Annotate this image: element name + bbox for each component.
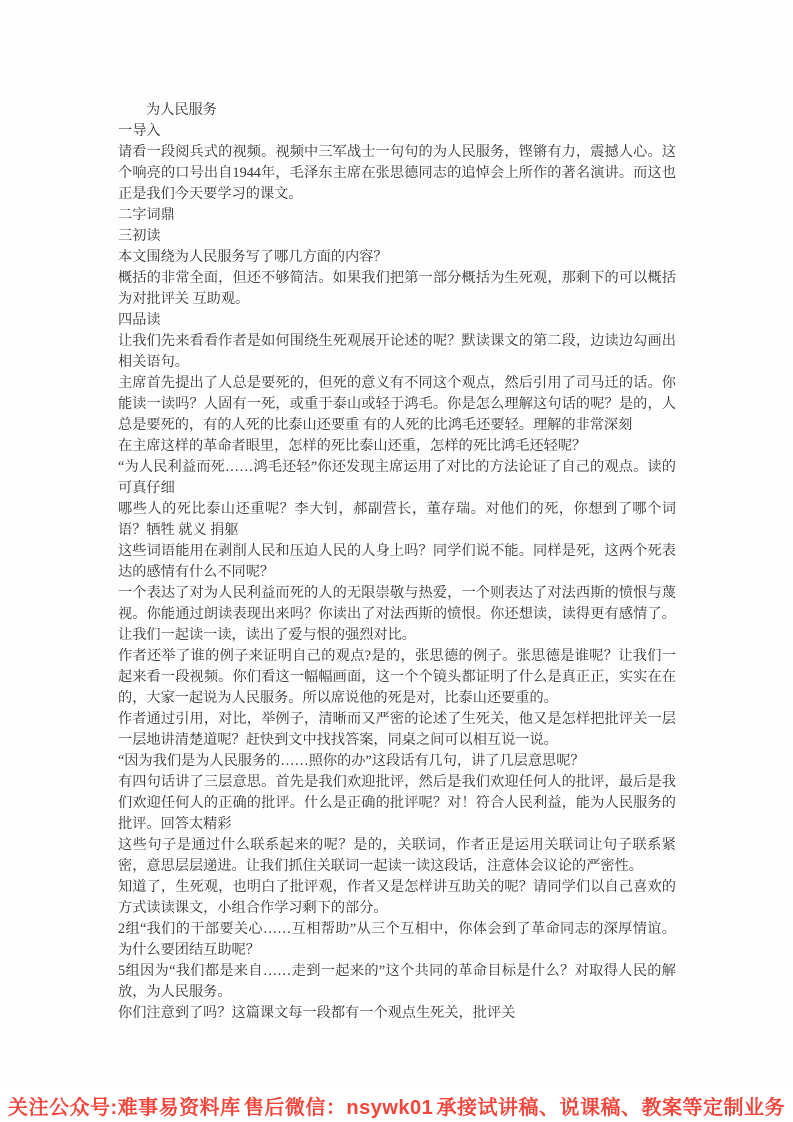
paragraph: 请看一段阅兵式的视频。视频中三军战士一句句的为人民服务，铿锵有力，震撼人心。这个响亮的口号出自1944年，毛泽东主席在张思德同志的追悼会上所作的著名演讲。而这也正是我们今天要学习的课文。 bbox=[118, 144, 676, 202]
paragraph: 这些词语能用在剥削人民和压迫人民的人身上吗？同学们说不能。同样是死，这两个死表达的感情有什么不同呢？ bbox=[118, 543, 676, 580]
paragraph: 作者还举了谁的例子来证明自己的观点?是的，张思德的例子。张思德是谁呢？让我们一起来看一段视频。你们看这一幅幅画面，这一个个镜头都证明了什么是真正正，实实在在的，大家一起说为人民服务。所以席说他的死是对，比泰山还要重的。 bbox=[118, 648, 676, 706]
paragraph: 概括的非常全面，但还不够简洁。如果我们把第一部分概括为生死观，那剩下的可以概括为对批评关 互助观。 bbox=[118, 270, 676, 307]
paragraph: 本文围绕为人民服务写了哪几方面的内容？ bbox=[118, 249, 388, 265]
paragraph: 5组因为“我们都是来自……走到一起来的”这个共同的革命目标是什么？对取得人民的解放，为人民服务。 bbox=[118, 963, 676, 1000]
paragraph: 主席首先提出了人总是要死的，但死的意义有不同这个观点，然后引用了司马迁的话。你能读一读吗？人固有一死，或重于泰山或轻于鸿毛。你是怎么理解这句话的呢？是的，人总是要死的，有的人死的比泰山还要重 有的人死的比鸿毛还要轻。理解的非常深刻 bbox=[118, 375, 676, 433]
paragraph: 哪些人的死比泰山还重呢？李大钊，郝副营长，董存瑞。对他们的死，你想到了哪个词语？牺牲 就义 捐躯 bbox=[118, 501, 676, 538]
paragraph: “因为我们是为人民服务的……照你的办”这段话有几句，讲了几层意思呢？ bbox=[118, 753, 585, 769]
banner-wechat-contact: 售后微信：nsywk01 bbox=[243, 1096, 434, 1119]
document-title: 为人民服务 bbox=[146, 102, 217, 118]
banner-public-account: 关注公众号:难事易资料库 bbox=[8, 1096, 241, 1119]
document-body bbox=[118, 100, 676, 1024]
paragraph: 在主席这样的革命者眼里，怎样的死比泰山还重，怎样的死比鸿毛还轻呢？ bbox=[118, 438, 587, 454]
paragraph: 知道了，生死观，也明白了批评观，作者又是怎样讲互助关的呢？请同学们以自己喜欢的方式读读课文，小组合作学习剩下的部分。 bbox=[118, 879, 676, 916]
paragraph: 让我们先来看看作者是如何围绕生死观展开论述的呢？默读课文的第二段，边读边勾画出相关语句。 bbox=[118, 333, 676, 370]
paragraph: “为人民利益而死……鸿毛还轻”你还发现主席运用了对比的方法论证了自己的观点。读的可真仔细 bbox=[118, 459, 676, 496]
paragraph: 作者通过引用，对比，举例子，清晰而又严密的论述了生死关，他又是怎样把批评关一层一层地讲清楚道呢？赶快到文中找找答案，同桌之间可以相互说一说。 bbox=[118, 711, 676, 748]
promo-banner bbox=[0, 1088, 793, 1122]
paragraph: 2组“我们的干部要关心……互相帮助”从三个互相中，你体会到了革命同志的深厚情谊。为什么要团结互助呢？ bbox=[118, 921, 676, 958]
paragraph: 四品读 bbox=[118, 312, 161, 328]
paragraph: 一个表达了对为人民利益而死的人的无限崇敬与热爱，一个则表达了对法西斯的愤恨与蔑视。你能通过朗读表现出来吗？你读出了对法西斯的愤恨。你还想读，读得更有感情了。让我们一起读一读，读出了爱与恨的强烈对比。 bbox=[118, 585, 676, 643]
paragraph: 你们注意到了吗？这篇课文每一段都有一个观点生死关，批评关 bbox=[118, 1005, 516, 1021]
paragraph: 二字词鼎 bbox=[118, 207, 175, 223]
banner-services: 承接试讲稿、说课稿、教案等定制业务 bbox=[436, 1096, 785, 1119]
paragraph: 这些句子是通过什么联系起来的呢？是的，关联词，作者正是运用关联词让句子联系紧密，意思层层递进。让我们抓住关联词一起读一读这段话，注意体会议论的严密性。 bbox=[118, 837, 676, 874]
paragraph: 有四句话讲了三层意思。首先是我们欢迎批评，然后是我们欢迎任何人的批评，最后是我们欢迎任何人的正确的批评。什么是正确的批评呢？对！符合人民利益，能为人民服务的批评。回答太精彩 bbox=[118, 774, 676, 832]
paragraph: 三初读 bbox=[118, 228, 161, 244]
paragraph: 一导入 bbox=[118, 123, 161, 139]
